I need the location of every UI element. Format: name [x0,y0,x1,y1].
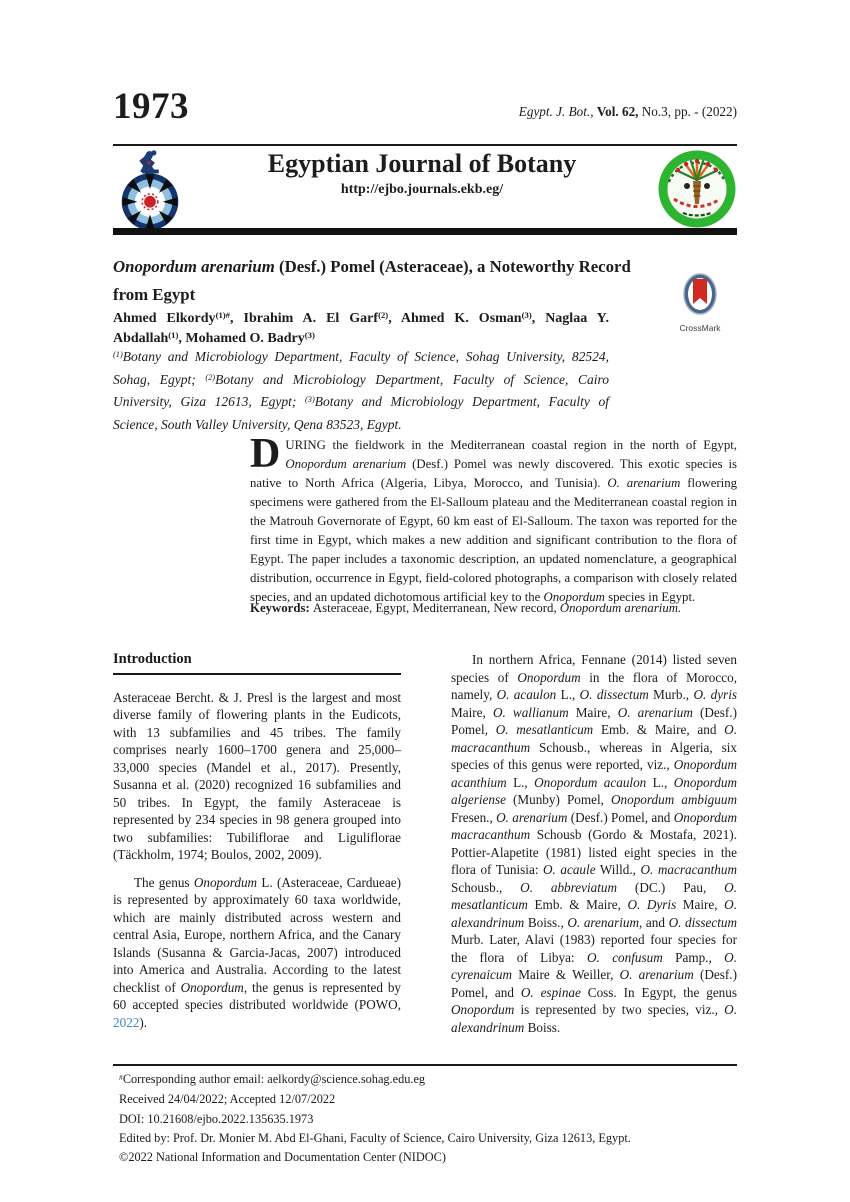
text-segment: L. (Asteraceae, Cardueae) is represented by approximately 60 taxa worldwide, which are mainly distributed across western and central Asia, Europe, northern Africa, and the Canary Islands (Susanna & Garcia-Jacas, 2007) introduced into America and Australia. According to the latest checklist of [113,874,401,995]
text-segment: , Ibrahim A. El Garf [230,311,379,326]
text-segment: Onopordum arenarium. [559,601,682,615]
author-list [113,309,609,349]
text-segment: , Ahmed K. Osman [388,311,522,326]
crossmark-badge[interactable] [673,273,727,333]
masthead-divider [113,228,737,235]
text-segment: (DC.) Pau, [617,879,725,895]
text-segment: Pamp., [662,949,725,965]
text-segment: and [642,914,669,930]
text-segment: Emb. & Maire, and [593,722,725,737]
text-segment: , Mohamed O. Badry [178,331,305,346]
text-segment: L., [646,774,674,790]
text-segment: O. alexandrinum [451,1002,737,1035]
left-column [113,651,401,1036]
text-segment: is represented by two species, viz., [514,1002,725,1017]
journal-title: Egyptian Journal of Botany [267,149,577,178]
text-segment: (1)# [215,310,231,321]
text-segment: Onopordum [543,590,605,604]
abstract [250,431,737,607]
text-segment: (Desf.) Pomel was newly discovered. This exotic species is native to North Africa (Algeria, Libya, Morocco, and Tunisia). [250,457,737,490]
egyptian-botanical-society-logo [657,149,737,229]
masthead-center [187,149,657,198]
text-segment: Fresen., [451,809,497,825]
corresponding-author-line [119,1070,737,1090]
text-segment: Onopordum [180,979,244,995]
intro-paragraph-2 [113,874,401,1032]
text-segment: Received 24/04/2022; Accepted 12/07/2022 [119,1092,336,1107]
text-segment: (1) [113,350,123,360]
affiliations [113,347,609,435]
text-segment: Onopordum macracanthum [451,809,737,842]
text-segment: Murb., [648,687,694,702]
text-segment: O. macracanthum [640,862,737,877]
intro-paragraph-3 [451,651,737,1036]
text-segment: Botany and Microbiology Department, Faculty of Science, South Valley University, Qena 83523, Egypt. [113,394,609,432]
text-segment: Onopordum ambiguum [611,792,737,807]
masthead [113,149,737,229]
text-segment: Onopordum arenarium [113,257,275,276]
text-segment: (Desf.) Pomel, and [567,809,674,825]
text-segment: (3) [305,395,315,405]
text-segment: O. Dyris [627,897,677,912]
scribe-figure-icon [139,150,159,175]
text-segment: Boiss. [524,1019,561,1035]
text-segment: (Desf.) Pomel (Asteraceae), a Noteworthy Record from Egypt [113,257,631,304]
text-segment: (1) [168,330,179,341]
text-segment: species in Egypt. [604,590,696,604]
text-segment: Murb. Later, Alavi (1983) reported four species for the flora of Libya: [451,932,737,965]
powo-2022-link[interactable]: 2022 [113,1014,140,1030]
text-segment: L., [506,774,535,790]
text-segment: (Desf.) Pomel, [451,704,737,737]
journal-url-link[interactable]: http://ejbo.journals.ekb.eg/ [340,182,504,198]
introduction-heading: Introduction [113,651,401,675]
text-segment: O. dissectum [579,687,649,702]
text-segment: , the genus is represented by 60 accepted species distributed worldwide (POWO, [113,979,402,1012]
text-segment: Maire, [568,704,618,720]
text-segment: (Munby) Pomel, [505,792,611,807]
text-segment: Willd., [595,862,641,877]
page-header [113,88,737,125]
text-segment: Onopordum arenarium [285,457,407,471]
text-segment: Schousb (Gordo & Mostafa, 2021). Pottier-Alapetite (1981) listed eight species in the flora of Tunisia: [451,827,737,877]
abstract-dropcap: D [250,431,281,477]
text-segment: Emb. & Maire, [527,897,628,912]
text-segment: (3) [521,310,532,321]
text-segment: Coss. In Egypt, the genus [580,984,737,1000]
text-segment: ). [139,1014,148,1030]
text-segment: (Desf.) Pomel, and [451,967,737,1000]
footnotes [119,1070,737,1167]
text-segment: Onopordum acanthium [451,757,737,790]
text-segment: O. mesatlanticum [495,722,594,737]
text-segment: Corresponding author email: aelkordy@science.sohag.edu.eg [122,1072,426,1086]
text-segment: O. mesatlanticum [451,879,737,912]
text-segment: Schousb., [451,879,521,895]
text-segment: Ahmed Elkordy [113,311,216,326]
text-segment: O. abbreviatum [520,879,618,895]
text-segment: Egypt. J. Bot., [518,104,597,119]
text-segment: Asteraceae Bercht. & J. Presl is the largest and most diverse family of flowering plants in the Eudicots, with 13 subfamilies and 45 tribes. The family comprises nearly 1600–1700 genera and 25,000–33,000 species (Mandel et al., 2017). Presently, Susanna et al. (2020) recognized 16 subfamilies and 50 tribes. In Egypt, the family Asteraceae is represented by 234 species in 98 genera grouped into two subfamilies: Tubiliflorae and Liguliflorae (Täckholm, 1974; Boulos, 2002, 2009). [113,689,401,862]
text-segment: Edited by: Prof. Dr. Monier M. Abd El-Ghani, Faculty of Science, Cairo University, Giza 12613, Egypt. [119,1130,631,1145]
text-segment: O. cyrenaicum [451,949,737,982]
text-segment: Onopordum [517,669,581,685]
right-column [451,651,737,1036]
text-segment: O. confusum [586,949,663,965]
edited-by-line [119,1129,737,1148]
text-segment: Vol. 62, [596,104,642,119]
text-segment: O. wallianum [492,704,569,720]
abstract-text [250,431,737,604]
text-segment: O. acaulon [496,687,557,702]
text-segment: # [119,1072,123,1082]
doi-line [119,1110,737,1129]
text-segment: (2) [205,372,216,382]
intro-paragraph-1 [113,689,401,864]
text-segment: (2) [378,310,389,321]
text-segment: O. dyris [693,687,737,702]
article-title [113,253,633,309]
text-segment: O. dissectum [668,914,737,930]
text-segment: O. alexandrinum [451,897,737,930]
text-segment: Onopordum [451,1002,515,1017]
text-segment: Maire, [676,897,725,912]
text-segment: In northern Africa, Fennane (2014) listed seven species of [451,652,737,685]
crossmark-label: CrossMark [679,323,721,333]
body-columns [113,651,737,1036]
text-segment: Schousb., whereas in Algeria, six species of this genus were reported, viz., [451,739,737,772]
text-segment: No.3, pp. - (2022) [641,104,737,119]
footnote-divider [113,1064,737,1066]
text-segment: O. espinae [520,984,581,1000]
text-segment: The genus [134,874,194,890]
text-segment: Botany and Microbiology Department, Faculty of Science, Cairo University, Giza 12613, Egypt; [113,371,609,409]
text-segment: in the flora of Morocco, namely, [451,669,737,702]
nidoc-emblem-logo [113,149,187,231]
text-segment: O. arenarium [619,967,694,982]
journal-reference [519,104,737,125]
text-segment: Onopordum algeriense [451,774,737,807]
text-segment: ©2022 National Information and Documentation Center (NIDOC) [119,1150,446,1165]
keywords-line [250,601,737,616]
text-segment: O. acaule [543,862,596,877]
text-segment: Asteraceae, Egypt, Mediterranean, New record, [312,601,560,615]
text-segment: O. arenarium, [567,914,643,930]
text-segment: flowering specimens were gathered from the El-Salloum plateau and the Mediterranean coastal region in the Matrouh Governorate of Egypt, 60 km east of El-Salloum. The taxon was reported for the first time in Egypt, which makes a new addition and significant contribution to the flora of Egypt. The paper includes a taxonomic description, an updated nomenclature, a geographical distribution, occurrence in Egypt, field-colored photographs, a comparison with closely related species, and an updated dichotomous artificial key to the [250,476,737,604]
text-segment: O. arenarium [607,476,681,490]
text-segment: URING the fieldwork in the Mediterranean coastal region in the north of Egypt, [285,438,737,452]
text-segment: Keywords: [250,601,313,615]
received-accepted-line [119,1090,737,1109]
text-segment: O. arenarium [496,809,568,825]
page-number: 1973 [113,86,189,127]
crossmark-logo [677,273,723,317]
text-segment: Maire, [451,704,493,720]
copyright-line [119,1148,737,1167]
text-segment: Maire & Weiller, [512,967,620,982]
text-segment: Botany and Microbiology Department, Faculty of Science, Sohag University, 82524, Sohag, Egypt; [113,349,609,387]
text-segment: , Naglaa Y. Abdallah [113,311,609,346]
text-segment: (3) [304,330,315,341]
text-segment: DOI: 10.21608/ejbo.2022.135635.1973 [119,1111,314,1126]
text-segment: Boiss., [524,914,568,930]
text-segment: L., [556,687,580,702]
text-segment: O. arenarium [617,704,693,720]
text-segment: Onopordum [193,874,258,890]
text-segment: O. macracanthum [451,722,737,755]
header-divider [113,144,737,146]
text-segment: Onopordum acaulon [534,774,647,790]
